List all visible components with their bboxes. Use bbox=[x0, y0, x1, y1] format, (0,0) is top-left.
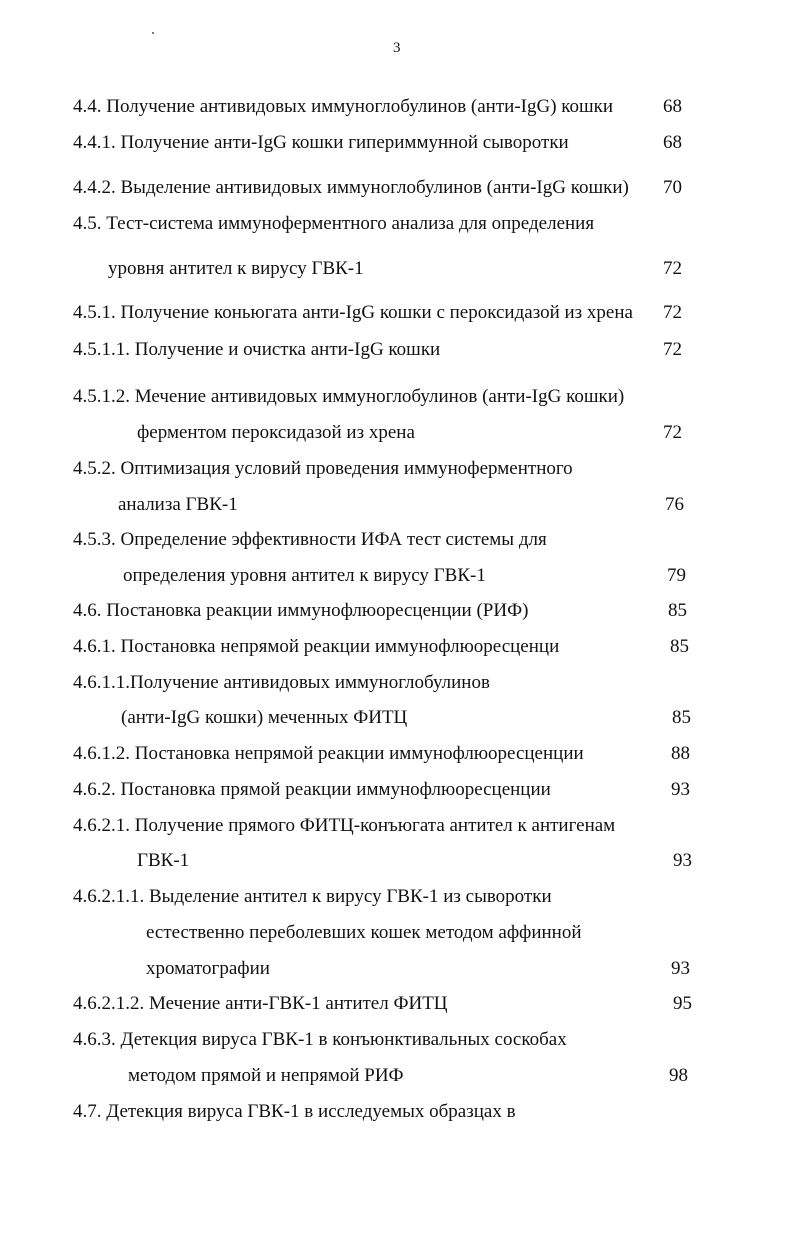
toc-entry-text: 4.4.1. Получение анти-IgG кошки гипериммунной сыворотки bbox=[73, 132, 569, 153]
scan-speck bbox=[152, 32, 154, 34]
toc-entry-text: 4.6.2.1.1. Выделение антител к вирусу ГВК-1 из сыворотки bbox=[73, 886, 552, 907]
toc-entry-text: ГВК-1 bbox=[137, 850, 190, 871]
toc-entry-page: 72 bbox=[663, 339, 682, 360]
toc-entry-page: 79 bbox=[667, 565, 686, 586]
toc-entry-text: (анти-IgG кошки) меченных ФИТЦ bbox=[121, 707, 408, 728]
toc-entry-text: 4.6.3. Детекция вируса ГВК-1 в конъюнктивальных соскобах bbox=[73, 1029, 567, 1050]
toc-entry-text: ферментом пероксидазой из хрена bbox=[137, 422, 415, 443]
toc-entry-page: 95 bbox=[673, 993, 692, 1014]
toc-entry-page: 76 bbox=[665, 494, 684, 515]
toc-entry-page: 93 bbox=[671, 779, 690, 800]
toc-entry-text: 4.6.2.1.2. Мечение анти-ГВК-1 антител ФИТЦ bbox=[73, 993, 448, 1014]
toc-entry-text: методом прямой и непрямой РИФ bbox=[128, 1065, 404, 1086]
toc-entry-text: 4.5. Тест-система иммуноферментного анализа для определения bbox=[73, 213, 595, 234]
toc-entry-text: 4.6. Постановка реакции иммунофлюоресценции (РИФ) bbox=[73, 600, 529, 621]
toc-entry-text: 4.6.1. Постановка непрямой реакции иммунофлюоресценци bbox=[73, 636, 560, 657]
toc-entry-page: 85 bbox=[670, 636, 689, 657]
toc-entry-text: определения уровня антител к вирусу ГВК-1 bbox=[123, 565, 486, 586]
toc-entry-text: 4.5.3. Определение эффективности ИФА тест системы для bbox=[73, 529, 547, 550]
toc-entry-text: 4.4.2. Выделение антивидовых иммуноглобулинов (анти-IgG кошки) bbox=[73, 177, 629, 198]
toc-entry-page: 68 bbox=[663, 96, 682, 117]
toc-entry-page: 72 bbox=[663, 422, 682, 443]
toc-entry-page: 88 bbox=[671, 743, 690, 764]
page-number: 3 bbox=[393, 40, 401, 56]
toc-entry-page: 72 bbox=[663, 302, 682, 323]
toc-entry-page: 85 bbox=[668, 600, 687, 621]
toc-entry-text: 4.4. Получение антивидовых иммуноглобулинов (анти-IgG) кошки bbox=[73, 96, 614, 117]
toc-entry-text: хроматографии bbox=[146, 958, 270, 979]
toc-entry-text: 4.6.2. Постановка прямой реакции иммунофлюоресценции bbox=[73, 779, 551, 800]
toc-entry-page: 72 bbox=[663, 258, 682, 279]
toc-entry-text: 4.6.1.2. Постановка непрямой реакции иммунофлюоресценции bbox=[73, 743, 584, 764]
toc-entry-text: 4.5.1.1. Получение и очистка анти-IgG кошки bbox=[73, 339, 441, 360]
toc-entry-page: 93 bbox=[673, 850, 692, 871]
toc-entry-page: 93 bbox=[671, 958, 690, 979]
toc-entry-page: 98 bbox=[669, 1065, 688, 1086]
toc-entry-page: 68 bbox=[663, 132, 682, 153]
toc-entry-text: 4.5.1. Получение коньюгата анти-IgG кошки с пероксидазой из хрена bbox=[73, 302, 633, 323]
toc-entry-text: 4.5.2. Оптимизация условий проведения иммуноферментного bbox=[73, 458, 573, 479]
toc-entry-text: 4.7. Детекция вируса ГВК-1 в исследуемых образцах в bbox=[73, 1101, 516, 1122]
toc-entry-text: естественно переболевших кошек методом аффинной bbox=[146, 922, 582, 943]
toc-entry-page: 70 bbox=[663, 177, 682, 198]
toc-entry-text: 4.6.1.1.Получение антивидовых иммуноглобулинов bbox=[73, 672, 490, 693]
toc-entry-text: 4.6.2.1. Получение прямого ФИТЦ-конъюгата антител к антигенам bbox=[73, 815, 616, 836]
toc-entry-text: 4.5.1.2. Мечение антивидовых иммуноглобулинов (анти-IgG кошки) bbox=[73, 386, 625, 407]
toc-entry-text: анализа ГВК-1 bbox=[118, 494, 238, 515]
toc-entry-text: уровня антител к вирусу ГВК-1 bbox=[108, 258, 364, 279]
toc-entry-page: 85 bbox=[672, 707, 691, 728]
